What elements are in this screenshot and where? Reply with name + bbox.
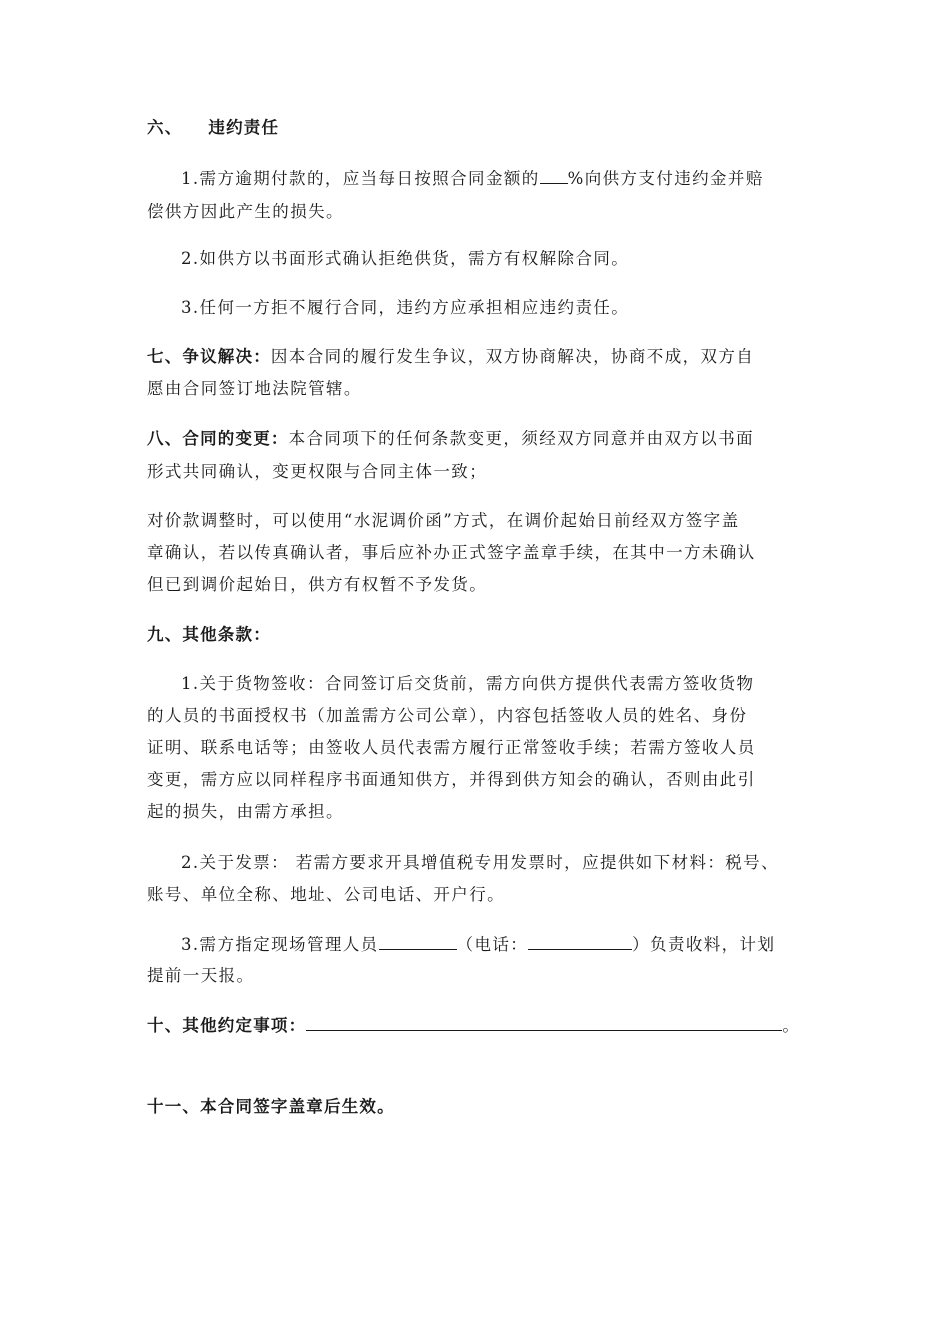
clause-9-1-line-5: 起的损失，由需方承担。 (147, 802, 344, 821)
section-7-line-1: 七、争议解决：因本合同的履行发生争议，双方协商解决，协商不成，双方自 (147, 347, 755, 366)
clause-6-1: 1.需方逾期付款的，应当每日按照合同金额的 %向供方支付违约金并赔 (181, 166, 764, 191)
phone-blank[interactable] (528, 932, 632, 950)
site-manager-blank[interactable] (379, 932, 457, 950)
clause-6-2: 2.如供方以书面形式确认拒绝供货，需方有权解除合同。 (181, 249, 630, 268)
section-10-title: 十、其他约定事项： (147, 1016, 307, 1035)
section-7-line-2: 愿由合同签订地法院管辖。 (147, 379, 362, 398)
section-8-line-2: 形式共同确认，变更权限与合同主体一致； (147, 462, 488, 481)
price-adjust-line-2: 章确认，若以传真确认者，事后应补办正式签字盖章手续，在其中一方未确认 (147, 543, 756, 562)
clause-9-3-line-2: 提前一天报。 (147, 966, 255, 985)
clause-9-2-line-1: 2.关于发票： 若需方要求开具增值税专用发票时，应提供如下材料：税号、 (181, 853, 779, 872)
price-adjust-line-1: 对价款调整时，可以使用“水泥调价函”方式，在调价起始日前经双方签字盖 (147, 511, 740, 530)
clause-9-1-line-2: 的人员的书面授权书（加盖需方公司公章），内容包括签收人员的姓名、身份 (147, 706, 748, 725)
clause-6-3: 3.任何一方拒不履行合同，违约方应承担相应违约责任。 (181, 298, 630, 317)
section-10-line: 十、其他约定事项： 。 (147, 1013, 800, 1038)
section-8-line-1: 八、合同的变更：本合同项下的任何条款变更，须经双方同意并由双方以书面 (147, 429, 755, 448)
clause-9-1-line-4: 变更，需方应以同样程序书面通知供方，并得到供方知会的确认，否则由此引 (147, 770, 756, 789)
clause-9-1-line-3: 证明、联系电话等；由签收人员代表需方履行正常签收手续；若需方签收人员 (147, 738, 756, 757)
section-6-heading (147, 116, 279, 140)
section-6-number: 六、 (147, 118, 183, 137)
section-6-title: 违约责任 (208, 118, 280, 137)
rate-blank[interactable] (540, 166, 568, 184)
section-11-title: 十一、本合同签字盖章后生效。 (147, 1097, 395, 1116)
section-7-title: 七、争议解决： (147, 347, 271, 366)
clause-9-2-line-2: 账号、单位全称、地址、公司电话、开户行。 (147, 885, 505, 904)
section-8-title: 八、合同的变更： (147, 429, 289, 448)
clause-9-1-line-1: 1.关于货物签收：合同签订后交货前，需方向供方提供代表需方签收货物 (181, 674, 755, 693)
price-adjust-line-3: 但已到调价起始日，供方有权暂不予发货。 (147, 575, 488, 594)
clause-6-1-cont: 偿供方因此产生的损失。 (147, 202, 344, 221)
clause-9-3-line-1: 3.需方指定现场管理人员 （电话： ）负责收料，计划 (181, 932, 775, 957)
other-matters-blank[interactable] (306, 1013, 782, 1031)
section-9-title: 九、其他条款： (147, 625, 271, 644)
